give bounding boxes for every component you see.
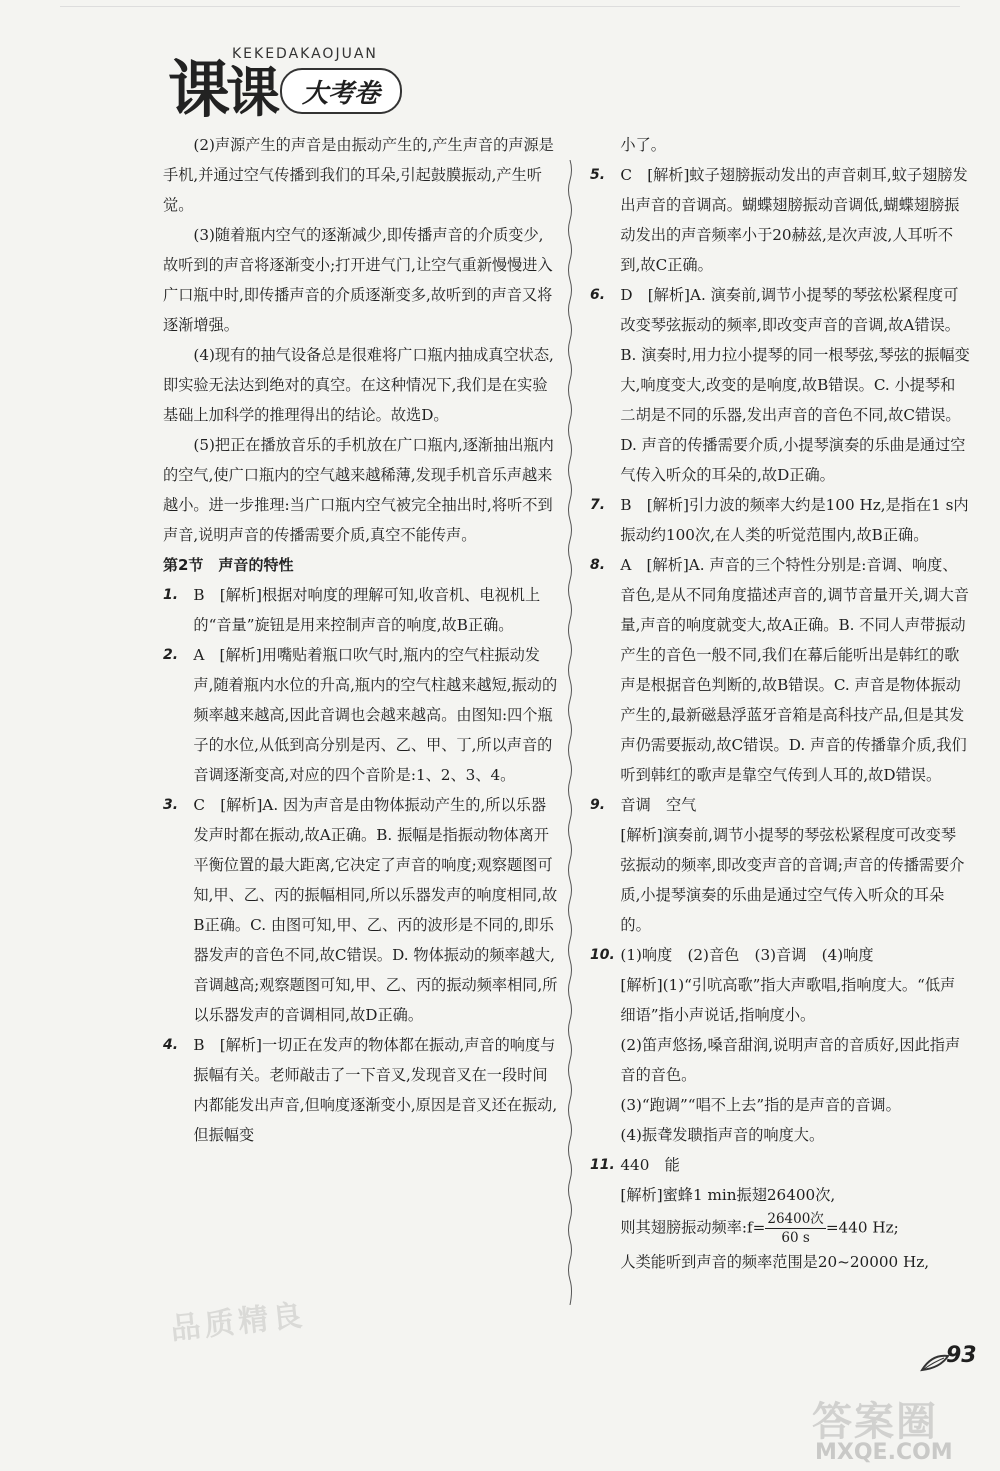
formula-result: =440 Hz; — [825, 1218, 899, 1237]
fraction — [765, 1210, 825, 1247]
answer-item — [163, 790, 558, 1030]
brand-logo-pinyin: KEKEDAKAOJUAN — [232, 46, 378, 62]
question-number: 5. — [590, 167, 606, 183]
answer-item — [590, 490, 970, 550]
answer-item — [590, 790, 970, 820]
explanation: (2)笛声悠扬,嗓音甜润,说明声音的音质好,因此指声音的音色。 — [620, 1036, 961, 1084]
question-number: 4. — [163, 1037, 179, 1053]
right-column — [590, 130, 970, 1277]
watermark-url: MXQE.COM — [815, 1440, 953, 1465]
explanation: 人类能听到声音的频率范围是20~20000 Hz, — [620, 1253, 930, 1271]
answer-text: (1)响度 (2)音色 (3)音调 (4)响度 — [620, 946, 874, 964]
fraction-denominator: 60 s — [781, 1230, 810, 1246]
formula-line — [590, 1210, 970, 1247]
explanation: [解析]演奏前,调节小提琴的琴弦松紧程度可改变琴弦振动的频率,即改变声音的音调;声音的传播需要介质,小提琴演奏的乐曲是通过空气传入听众的耳朵的。 — [620, 826, 965, 934]
top-rule — [60, 6, 960, 7]
answer-item — [163, 1030, 558, 1150]
question-number: 11. — [590, 1157, 615, 1173]
answer-text: C [解析]蚊子翅膀振动发出的声音刺耳,蚊子翅膀发出声音的音调高。蝴蝶翅膀振动音调低,蝴蝶翅膀振动发出的声音频率小于20赫兹,是次声波,人耳听不到,故C正确。 — [620, 166, 968, 274]
answer-item — [163, 580, 558, 640]
explanation: [解析]蜜蜂1 min振翅26400次, — [620, 1186, 836, 1204]
question-number: 10. — [590, 947, 615, 963]
answer-item — [163, 640, 558, 790]
explanation: [解析](1)“引吭高歌”指大声歌唱,指响度大。“低声细语”指小声说话,指响度小。 — [620, 976, 956, 1024]
answer-text: B [解析]引力波的频率大约是100 Hz,是指在1 s内振动约100次,在人类的听觉范围内,故B正确。 — [620, 496, 969, 544]
answer-item — [590, 550, 970, 790]
answer-text: B [解析]一切正在发声的物体都在振动,声音的响度与振幅有关。老师敲击了一下音叉,发现音叉在一段时间内都能发出声音,但响度逐渐变小,原因是音叉还在振动,但振幅变 — [193, 1036, 558, 1144]
paragraph: (2)声源产生的声音是由振动产生的,产生声音的声源是手机,并通过空气传播到我们的耳朵,引起鼓膜振动,产生听觉。 — [163, 136, 554, 214]
question-number: 8. — [590, 557, 606, 573]
question-number: 7. — [590, 497, 606, 513]
answer-item — [590, 160, 970, 280]
question-number: 3. — [163, 797, 179, 813]
question-number: 9. — [590, 797, 606, 813]
answer-text: 音调 空气 — [620, 796, 697, 814]
brand-logo: 课课 — [168, 53, 277, 126]
answer-text: B [解析]根据对响度的理解可知,收音机、电视机上的“音量”旋钮是用来控制声音的响度,故B正确。 — [193, 586, 541, 634]
page-header — [0, 0, 1000, 126]
answer-item — [590, 280, 970, 490]
formula-prefix: 则其翅膀振动频率:f= — [620, 1218, 766, 1237]
brand-badge: 大考卷 — [280, 68, 402, 114]
paragraph: 小了。 — [620, 136, 666, 154]
answer-text: D [解析]A. 演奏前,调节小提琴的琴弦松紧程度可改变琴弦振动的频率,即改变声音的音调,故A错误。B. 演奏时,用力拉小提琴的同一根琴弦,琴弦的振幅变大,响度变大,改变的是响度,故B错误。C. 小提琴和二胡是不同的乐器,发出声音的音色不同,故C错误。D. 声音的传播需要介质,小提琴演奏的乐曲是通过空气传入听众的耳朵的,故D正确。 — [620, 286, 970, 484]
answer-text: A [解析]用嘴贴着瓶口吹气时,瓶内的空气柱振动发声,随着瓶内水位的升高,瓶内的空气柱越来越短,振动的频率越来越高,因此音调也会越来越高。由图知:四个瓶子的水位,从低到高分别是丙、乙、甲、丁,所以声音的音调逐渐变高,对应的四个音阶是:1、2、3、4。 — [193, 646, 558, 784]
watermark: 答案圈 — [812, 1399, 938, 1445]
left-column — [163, 130, 558, 1150]
explanation: (4)振聋发聩指声音的响度大。 — [620, 1126, 825, 1144]
answer-text: 440 能 — [620, 1156, 680, 1174]
answer-text: C [解析]A. 因为声音是由物体振动产生的,所以乐器发声时都在振动,故A正确。B. 振幅是指振动物体离开平衡位置的最大距离,它决定了声音的响度;观察题图可知,甲、乙、丙的振幅相同,所以乐器发声的响度相同,故B正确。C. 由图可知,甲、乙、丙的波形是不同的,即乐器发声的音色不同,故C错误。D. 物体振动的频率越大,音调越高;观察题图可知,甲、乙、丙的振动频率相同,所以乐器发声的音调相同,故D正确。 — [193, 796, 558, 1024]
paragraph: (5)把正在播放音乐的手机放在广口瓶内,逐渐抽出瓶内的空气,使广口瓶内的空气越来越稀薄,发现手机音乐声越来越小。进一步推理:当广口瓶内空气被完全抽出时,将听不到声音,说明声音的传播需要介质,真空不能传声。 — [163, 436, 554, 544]
question-number: 2. — [163, 647, 179, 663]
stamp-mark: 品质精良 — [168, 1297, 308, 1347]
answer-text: A [解析]A. 声音的三个特性分别是:音调、响度、音色,是从不同角度描述声音的,调节音量开关,调大音量,声音的响度就变大,故A正确。B. 不同人声带振动产生的音色一般不同,我们在幕后能听出是韩红的歌声是根据音色判断的,故B错误。C. 声音是物体振动产生的,最新磁悬浮蓝牙音箱是高科技产品,但是其发声仍需要振动,故C错误。D. 声音的传播靠介质,我们听到韩红的歌声是靠空气传到人耳的,故D错误。 — [620, 556, 969, 784]
explanation: (3)“跑调”“唱不上去”指的是声音的音调。 — [620, 1096, 901, 1114]
answer-item — [590, 1150, 970, 1180]
paragraph: (4)现有的抽气设备总是很难将广口瓶内抽成真空状态,即实验无法达到绝对的真空。在这种情况下,我们是在实验基础上加科学的推理得出的结论。故选D。 — [163, 346, 554, 424]
answer-item — [590, 940, 970, 970]
question-number: 6. — [590, 287, 606, 303]
section-title: 第2节 声音的特性 — [163, 556, 294, 574]
fraction-numerator: 26400次 — [767, 1211, 824, 1227]
paragraph: (3)随着瓶内空气的逐渐减少,即传播声音的介质变少,故听到的声音将逐渐变小;打开进气门,让空气重新慢慢进入广口瓶中时,即传播声音的介质逐渐变多,故听到的声音又将逐渐增强。 — [163, 226, 553, 334]
page-number: 93 — [946, 1343, 977, 1368]
column-divider — [566, 160, 574, 1305]
question-number: 1. — [163, 587, 179, 603]
